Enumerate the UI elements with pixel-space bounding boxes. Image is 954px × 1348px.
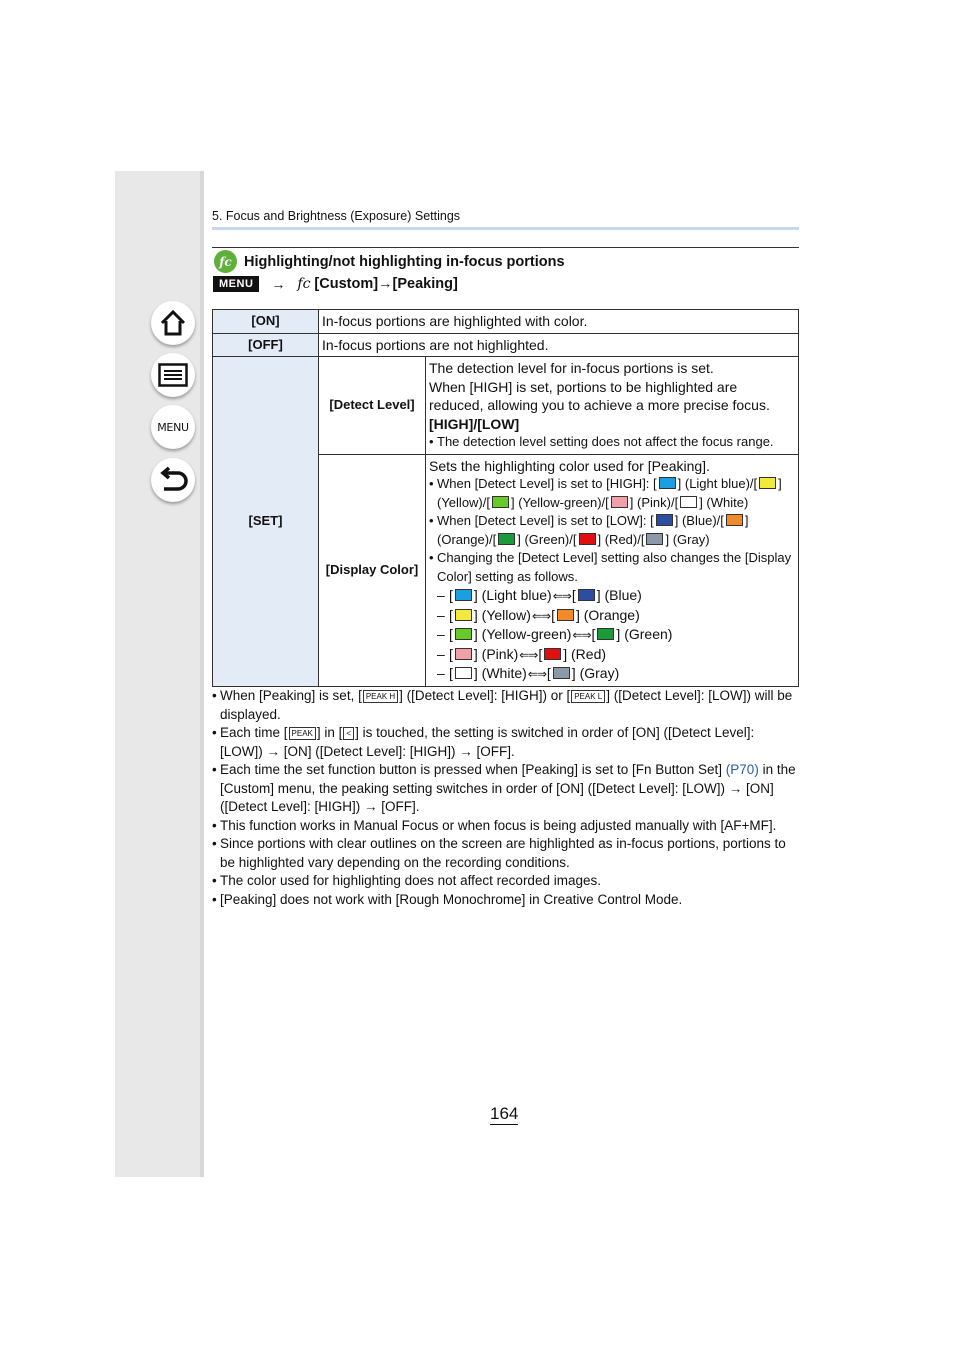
pair-b: (Green) — [624, 626, 673, 642]
pair-a: (Yellow-green) — [481, 626, 572, 642]
back-button[interactable] — [151, 458, 195, 502]
change-note-text: Changing the [Detect Level] setting also changes the [Display Color] setting as follows. — [437, 550, 792, 584]
orange-swatch — [726, 514, 743, 526]
gray-swatch — [646, 533, 663, 545]
note-text: This function works in Manual Focus or when focus is being adjusted manually with [AF+MF]. — [220, 817, 777, 833]
pink-swatch — [455, 648, 472, 660]
detect-level-label: [Detect Level] — [319, 357, 426, 455]
option-set: [SET] — [213, 357, 319, 687]
pair-a: (Light blue) — [481, 587, 552, 603]
pair-b: (Orange) — [583, 606, 640, 623]
high-text-c: ] (Yellow)/[ — [437, 476, 782, 510]
peaking-touch-icon: PEAK — [289, 727, 316, 740]
page-number: 164 — [490, 1104, 519, 1123]
note-text: The color used for highlighting does not affect recorded images. — [220, 873, 601, 888]
white-swatch — [680, 496, 697, 508]
low-text-a: When [Detect Level] is set to [LOW]: [ — [437, 513, 654, 528]
menu-badge-icon: MENU — [213, 276, 259, 292]
detect-note: • The detection level setting does not affect the focus range. — [429, 433, 795, 452]
contents-button[interactable] — [151, 353, 195, 397]
list-icon — [158, 363, 188, 387]
note-item: • Each time the set function button is pressed when [Peaking] is set to [Fn Button Set] (P70) in the [Custom] menu, the peaking setting switches in order of [ON] ([Detect Level]: [LOW]) → [ON] ([Detect Level]: [HIGH]) → [OFF]. — [212, 762, 796, 814]
note-text: ] ([Detect Level]: [LOW]) will be displayed. — [220, 688, 793, 722]
blue-swatch — [656, 514, 673, 526]
option-on: [ON] — [213, 310, 319, 334]
note-text: ] is touched, the setting is switched in order of [ON] ([Detect Level]: [LOW]) → [ON] ([Detect Level]: [HIGH]) → [OFF]. — [220, 725, 755, 759]
menu-path — [213, 276, 458, 292]
detect-options: [HIGH]/[LOW] — [429, 415, 520, 432]
light-blue-swatch — [659, 477, 676, 489]
green-swatch — [597, 628, 614, 640]
breadcrumb: 5. Focus and Brightness (Exposure) Settings — [212, 209, 461, 223]
display-low-list: • When [Detect Level] is set to [LOW]: [ ] (Blue)/[ ] (Orange)/[ ] (Green)/[ ] (Red)/[ ] (Gray) — [429, 513, 749, 547]
low-text-b: ] (Blue)/[ — [674, 513, 724, 528]
sidebar-edge — [200, 171, 204, 1177]
option-off-desc: In-focus portions are not highlighted. — [319, 333, 799, 357]
note-item: • The color used for highlighting does not affect recorded images. — [212, 872, 800, 891]
note-text: ] ([Detect Level]: [HIGH]) or [ — [399, 688, 571, 703]
breadcrumb-rule — [212, 227, 799, 230]
notes-list — [212, 687, 800, 909]
custom-menu-icon: fc — [214, 250, 237, 273]
note-item: • When [Peaking] is set, [ PEAK H ] ([Detect Level]: [HIGH]) or [ PEAK L ] ([Detect Level]: [LOW]) will be displayed. — [212, 688, 793, 722]
note-item: • Since portions with clear outlines on the screen are highlighted as in-focus portions, portions to be highlighted vary depending on the recording conditions. — [212, 835, 800, 872]
display-high-list: • When [Detect Level] is set to [HIGH]: [ ] (Light blue)/[ ] (Yellow)/[ ] (Yellow-green)/[ ] (Pink)/[ ] (White) — [429, 476, 782, 510]
section-header — [214, 250, 565, 273]
pair-b: (Blue) — [604, 587, 642, 603]
light-blue-swatch — [455, 589, 472, 601]
peaking-high-icon: PEAK H — [363, 690, 398, 703]
pink-swatch — [611, 496, 628, 508]
table-row-off — [213, 333, 799, 357]
pair-a: (Yellow) — [481, 606, 531, 623]
settings-table — [212, 309, 799, 687]
display-color-label: [Display Color] — [319, 454, 426, 686]
home-icon — [159, 309, 187, 337]
pair-row: – [ ] (Light blue)⇐⇒[ ] (Blue) — [437, 587, 642, 603]
pair-a: (White) — [481, 665, 527, 681]
detect-line-1: The detection level for in-focus portions is set. — [429, 360, 714, 376]
note-text: [Peaking] does not work with [Rough Monochrome] in Creative Control Mode. — [220, 891, 683, 907]
path-arrow: → — [271, 276, 286, 292]
back-arrow-icon — [158, 466, 188, 494]
low-text-c: ] (Orange)/[ — [437, 513, 749, 547]
pair-row: – [ ] (White)⇐⇒[ ] (Gray) — [437, 665, 620, 681]
yellow-swatch — [759, 477, 776, 489]
display-intro: Sets the highlighting color used for [Peaking]. — [429, 457, 710, 474]
low-text-d: ] (Green)/[ — [517, 531, 577, 547]
note-item: • [Peaking] does not work with [Rough Monochrome] in Creative Control Mode. — [212, 891, 800, 910]
yellow-green-swatch — [492, 496, 509, 508]
menu-list-button[interactable] — [151, 405, 195, 449]
yellow-green-swatch — [455, 628, 472, 640]
page-link[interactable]: (P70) — [725, 762, 759, 777]
pair-row: – [ ] (Pink)⇐⇒[ ] (Red) — [437, 645, 607, 662]
green-swatch — [498, 533, 515, 545]
swap-arrow-icon: ⇐⇒ — [519, 647, 538, 662]
table-row-on — [213, 310, 799, 334]
high-text-b: ] (Light blue)/[ — [677, 476, 758, 491]
red-swatch — [544, 648, 561, 660]
pair-b: (Red) — [571, 645, 607, 662]
path-text: [Custom]→[Peaking] — [314, 276, 458, 292]
high-text-d: ] (Yellow-green)/[ — [510, 494, 609, 510]
note-text: Each time [ — [220, 725, 288, 740]
note-text: ] in [ — [316, 725, 343, 740]
gray-swatch — [553, 667, 570, 679]
touch-tab-icon: < — [343, 727, 354, 740]
note-text: When [Peaking] is set, [ — [220, 688, 362, 703]
detect-note-text: The detection level setting does not affect the focus range. — [437, 434, 774, 449]
pair-a: (Pink) — [481, 645, 519, 662]
note-text: Since portions with clear outlines on the screen are highlighted as in-focus portions, portions to be highlighted vary depending on the recording conditions. — [220, 836, 786, 870]
home-button[interactable] — [151, 301, 195, 345]
high-text-a: When [Detect Level] is set to [HIGH]: [ — [437, 476, 657, 491]
detect-level-desc — [426, 357, 799, 455]
note-item: • This function works in Manual Focus or when focus is being adjusted manually with [AF+MF]. — [212, 817, 800, 836]
white-swatch — [455, 667, 472, 679]
peaking-low-icon: PEAK L — [571, 690, 605, 703]
note-text: in the [Custom] menu, the peaking setting switches in order of [ON] ([Detect Level]: [LOW]) → [ON] ([Detect Level]: [HIGH]) → [OFF]. — [220, 762, 796, 814]
swap-arrow-icon: ⇐⇒ — [572, 628, 591, 642]
low-text-f: ] (Gray) — [665, 531, 710, 547]
option-on-desc: In-focus portions are highlighted with color. — [319, 310, 799, 334]
display-change-note: • Changing the [Detect Level] setting also changes the [Display Color] setting as follows. — [429, 549, 795, 586]
menu-icon: MENU — [157, 420, 189, 434]
pair-b: (Gray) — [579, 665, 620, 681]
custom-icon: fc — [297, 276, 311, 292]
blue-swatch — [578, 589, 595, 601]
pair-row: – [ ] (Yellow)⇐⇒[ ] (Orange) — [437, 606, 640, 623]
yellow-swatch — [455, 609, 472, 621]
high-text-e: ] (Pink)/[ — [629, 494, 679, 510]
option-off: [OFF] — [213, 333, 319, 357]
high-text-f: ] (White) — [699, 494, 749, 510]
red-swatch — [579, 533, 596, 545]
orange-swatch — [557, 609, 574, 621]
section-title: Highlighting/not highlighting in-focus portions — [244, 253, 565, 270]
section-rule — [212, 247, 799, 248]
pair-row: – [ ] (Yellow-green)⇐⇒[ ] (Green) — [437, 626, 673, 642]
note-item: • Each time [ PEAK ] in [ < ] is touched, the setting is switched in order of [ON] ([Detect Level]: [LOW]) → [ON] ([Detect Level]: [HIGH]) → [OFF]. — [212, 725, 755, 759]
swap-arrow-icon: ⇐⇒ — [531, 608, 551, 623]
low-text-e: ] (Red)/[ — [597, 531, 645, 547]
display-color-desc — [426, 454, 799, 686]
swap-arrow-icon: ⇐⇒ — [552, 589, 571, 603]
note-text: Each time the set function button is pressed when [Peaking] is set to [Fn Button Set] — [220, 762, 726, 777]
swap-arrow-icon: ⇐⇒ — [527, 667, 546, 681]
detect-line-2: When [HIGH] is set, portions to be highlighted are reduced, allowing you to achieve a more precise focus. — [429, 378, 770, 413]
table-row-set-detect — [213, 357, 799, 455]
